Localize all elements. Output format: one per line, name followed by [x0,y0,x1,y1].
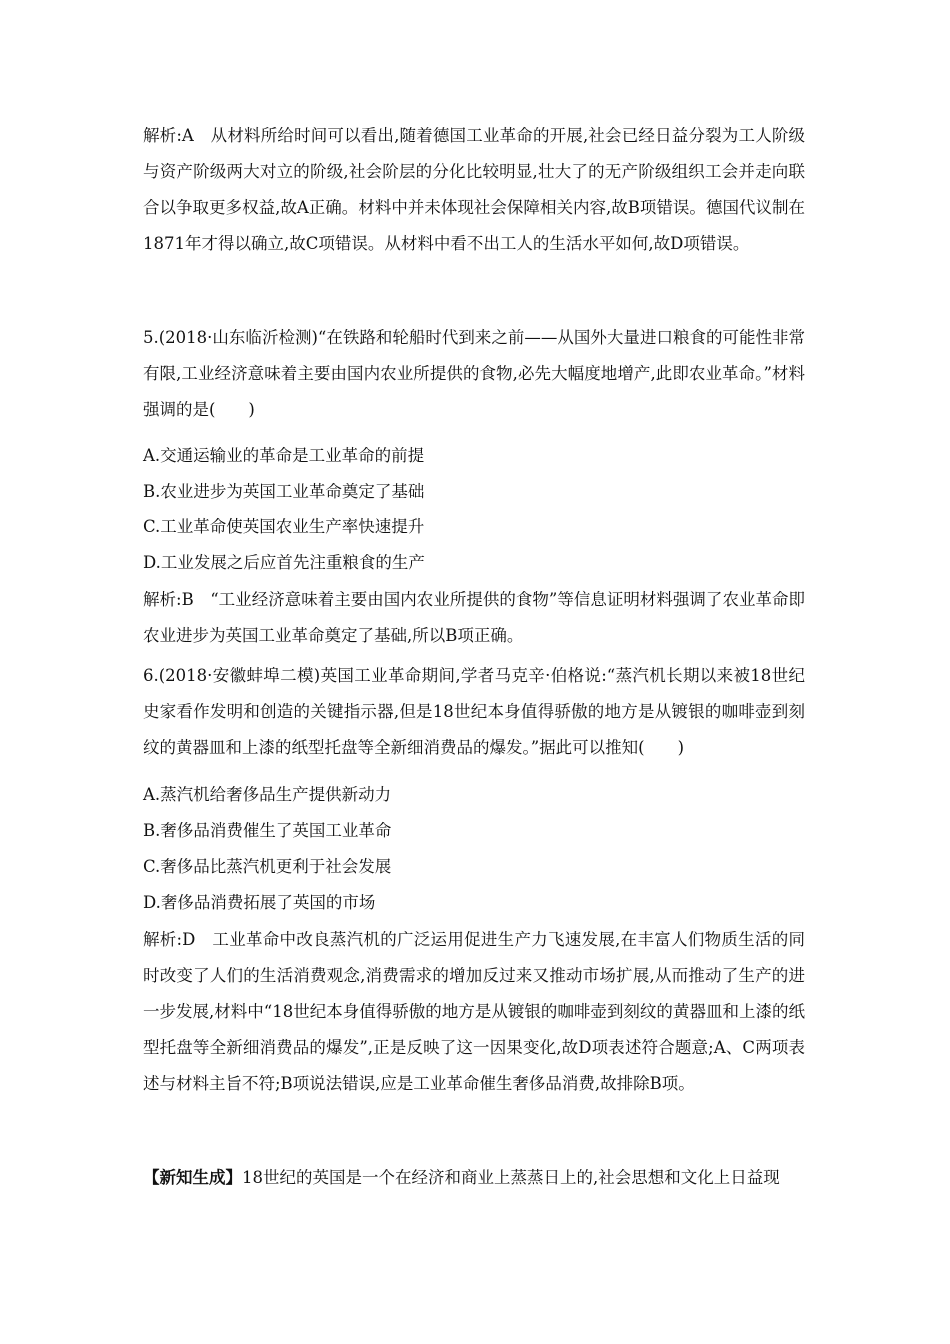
q5-option-c: C.工业革命使英国农业生产率快速提升 [143,517,425,536]
new-knowledge-label: 【新知生成】 [143,1168,242,1187]
q4-analysis: 解析:A 从材料所给时间可以看出,随着德国工业革命的开展,社会已经日益分裂为工人阶级与资产阶级两大对立的阶级,社会阶层的分化比较明显,壮大了的无产阶级组织工会并走向联合以争取更多权益,故A正确。材料中并未体现社会保障相关内容,故B项错误。德国代议制在1871年才得以确立,故C项错误。从材料中看不出工人的生活水平如何,故D项错误。 [143,126,805,253]
q6-option-d: D.奢侈品消费拓展了英国的市场 [143,893,376,912]
q6-stem: 6.(2018·安徽蚌埠二模)英国工业革命期间,学者马克辛·伯格说:“蒸汽机长期以来被18世纪史家看作发明和创造的关键指示器,但是18世纪本身值得骄傲的地方是从镀银的咖啡壶到刻纹的黄器皿和上漆的纸型托盘等全新细消费品的爆发。”据此可以推知( ) [143,666,805,757]
new-knowledge-paragraph [143,1160,805,1196]
q5-stem: 5.(2018·山东临沂检测)“在铁路和轮船时代到来之前——从国外大量进口粮食的可能性非常有限,工业经济意味着主要由国内农业所提供的食物,必先大幅度地增产,此即农业革命。”材料强调的是( ) [143,328,805,419]
q6-analysis: 解析:D 工业革命中改良蒸汽机的广泛运用促进生产力飞速发展,在丰富人们物质生活的同时改变了人们的生活消费观念,消费需求的增加反过来又推动市场扩展,从而推动了生产的进一步发展,材料中“18世纪本身值得骄傲的地方是从镀银的咖啡壶到刻纹的黄器皿和上漆的纸型托盘等全新细消费品的爆发”,正是反映了这一因果变化,故D项表述符合题意;A、C两项表述与材料主旨不符;B项说法错误,应是工业革命催生奢侈品消费,故排除B项。 [143,930,805,1093]
q6-option-a: A.蒸汽机给奢侈品生产提供新动力 [143,785,392,804]
new-knowledge-text: 18世纪的英国是一个在经济和商业上蒸蒸日上的,社会思想和文化上日益现 [242,1168,780,1187]
q5-option-b: B.农业进步为英国工业革命奠定了基础 [143,482,425,501]
q5-analysis: 解析:B “工业经济意味着主要由国内农业所提供的食物”等信息证明材料强调了农业革命即农业进步为英国工业革命奠定了基础,所以B项正确。 [143,590,805,645]
q6-option-c: C.奢侈品比蒸汽机更利于社会发展 [143,857,392,876]
q5-option-d: D.工业发展之后应首先注重粮食的生产 [143,553,425,572]
q5-option-a: A.交通运输业的革命是工业革命的前提 [143,446,425,465]
q6-option-b: B.奢侈品消费催生了英国工业革命 [143,821,392,840]
